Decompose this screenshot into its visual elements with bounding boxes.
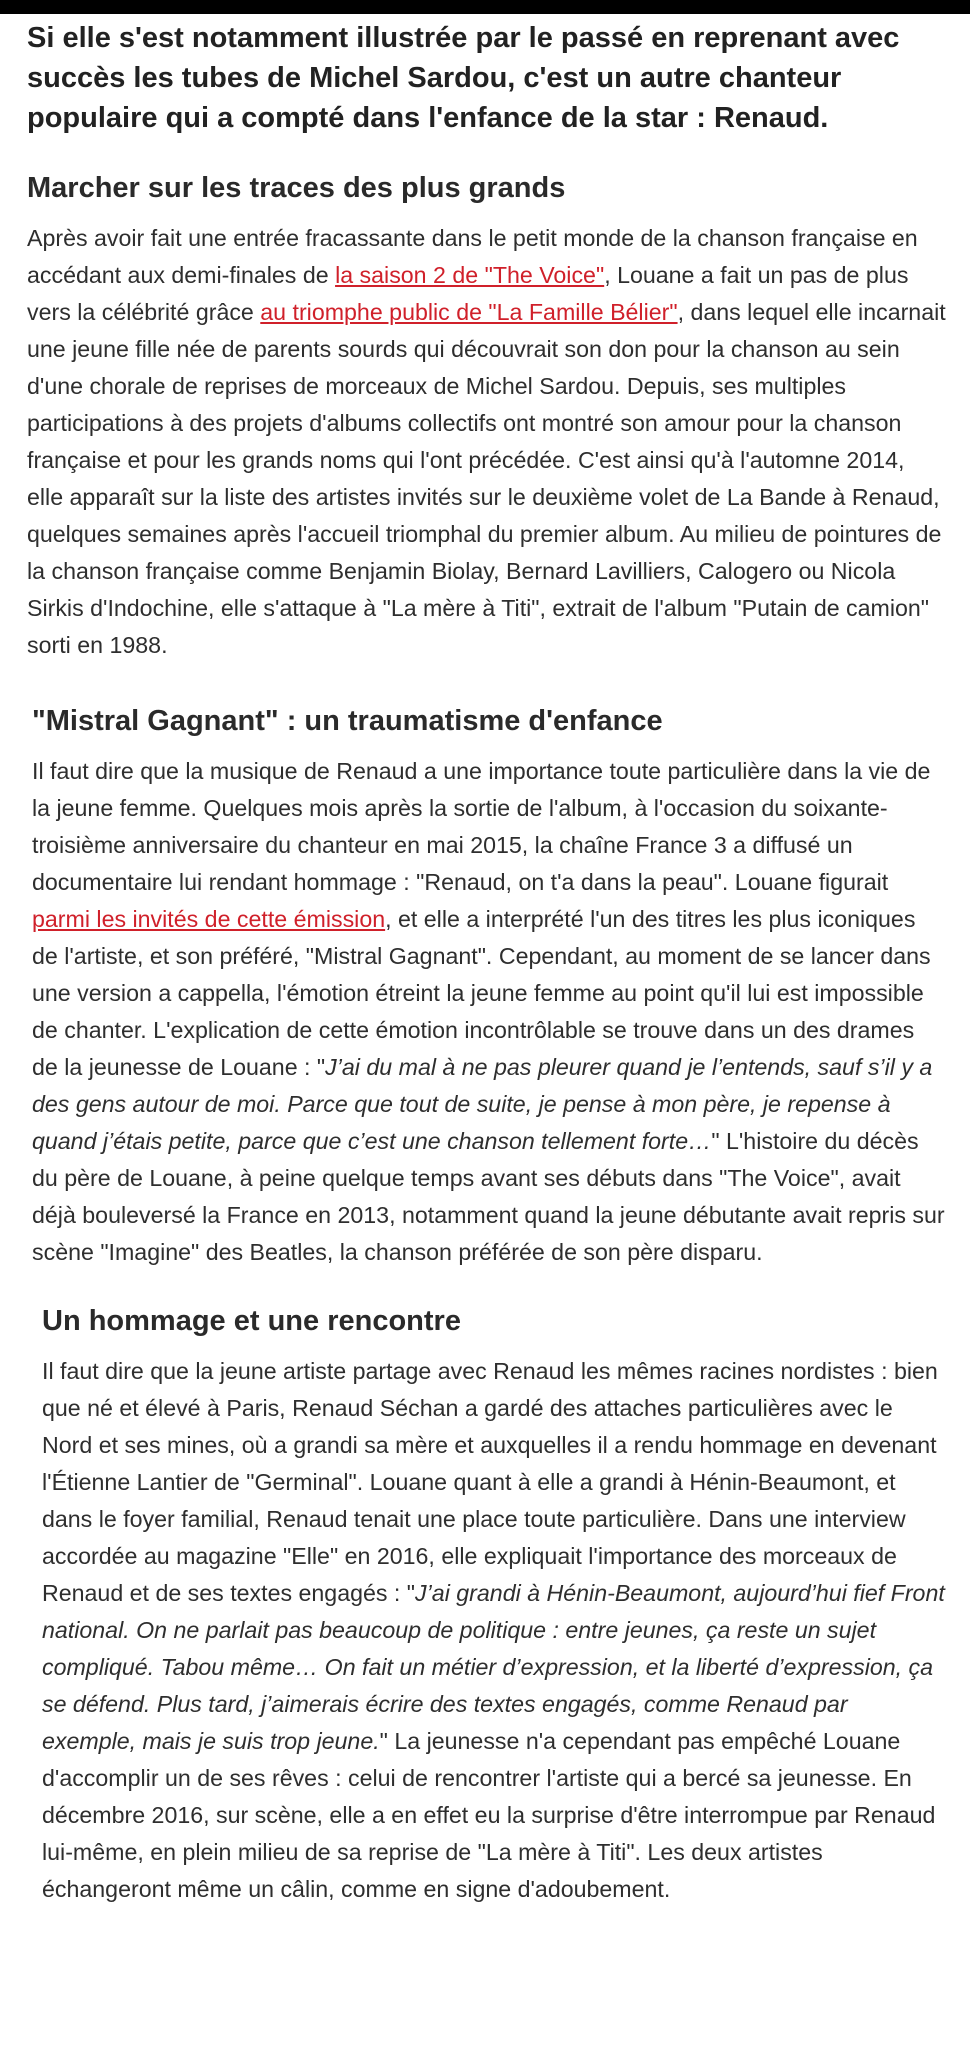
quote: J’ai grandi à Hénin-Beaumont, aujourd’hui fief Front national. On ne parlait pas beaucoup de politique : entre jeunes, ça reste un sujet compliqué. Tabou même… On fait un métier d’expression, et la liberté d’expression, ça se défend. Plus tard, j’aimerais écrire des textes engagés, comme Renaud par exemple, mais je suis trop jeune.	[42, 1580, 945, 1754]
quote: J’ai du mal à ne pas pleurer quand je l’entends, sauf s’il y a des gens autour de moi. Parce que tout de suite, je pense à mon père, je repense à quand j’étais petite, parce que c’est une chanson tellement forte…	[32, 1054, 933, 1154]
section-paragraph: Il faut dire que la jeune artiste partage avec Renaud les mêmes racines nordistes : bien que né et élevé à Paris, Renaud Séchan a gardé des attaches particulières avec le Nord et ses mines, où a grandi sa mère et auxquelles il a rendu hommage en devenant l'Étienne Lantier de "Germinal". Louane quant à elle a grandi à Hénin-Beaumont, et dans le foyer familial, Renaud tenait une place toute particulière. Dans une interview accordée au magazine "Elle" en 2016, elle expliquait l'importance des morceaux de Renaud et de ses textes engagés : "J’ai grandi à Hénin-Beaumont, aujourd’hui fief Front national. On ne parlait pas beaucoup de politique : entre jeunes, ça reste un sujet compliqué. Tabou même… On fait un métier d’expression, et la liberté d’expression, ça se défend. Plus tard, j’aimerais écrire des textes engagés, comme Renaud par exemple, mais je suis trop jeune." La jeunesse n'a cependant pas empêché Louane d'accomplir un de ses rêves : celui de rencontrer l'artiste qui a bercé sa jeunesse. En décembre 2016, sur scène, elle a en effet eu la surprise d'être interrompue par Renaud lui-même, en plein milieu de sa reprise de "La mère à Titi". Les deux artistes échangeront même un câlin, comme en signe d'adoubement.	[42, 1358, 945, 1902]
section-paragraph: Après avoir fait une entrée fracassante dans le petit monde de la chanson française en accédant aux demi-finales de la saison 2 de "The Voice", Louane a fait un pas de plus vers la célébrité grâce au triomphe public de "La Famille Bélier", dans lequel elle incarnait une jeune fille née de parents sourds qui découvrait son don pour la chanson au sein d'une chorale de reprises de morceaux de Michel Sardou. Depuis, ses multiples participations à des projets d'albums collectifs ont montré son amour pour la chanson française et pour les grands noms qui l'ont précédée. C'est ainsi qu'à l'automne 2014, elle apparaît sur la liste des artistes invités sur le deuxième volet de La Bande à Renaud, quelques semaines après l'accueil triomphal du premier album. Au milieu de pointures de la chanson française comme Benjamin Biolay, Bernard Lavilliers, Calogero ou Nicola Sirkis d'Indochine, elle s'attaque à "La mère à Titi", extrait de l'album "Putain de camion" sorti en 1988.	[27, 225, 946, 658]
link-the-voice-saison-2[interactable]: la saison 2 de "The Voice"	[335, 262, 605, 288]
section-marcher	[27, 170, 946, 664]
section-heading: Un hommage et une rencontre	[42, 1305, 461, 1337]
article	[0, 18, 970, 1908]
section-mistral-gagnant	[27, 703, 946, 1271]
section-heading: Marcher sur les traces des plus grands	[27, 172, 566, 204]
link-famille-belier[interactable]: au triomphe public de "La Famille Bélier"	[260, 299, 678, 325]
link-invites-emission[interactable]: parmi les invités de cette émission	[32, 906, 386, 932]
section-heading: "Mistral Gagnant" : un traumatisme d'enfance	[32, 705, 663, 737]
section-hommage	[27, 1303, 946, 1908]
top-bar	[0, 0, 970, 14]
section-paragraph: Il faut dire que la musique de Renaud a une importance toute particulière dans la vie de la jeune femme. Quelques mois après la sortie de l'album, à l'occasion du soixante-troisième anniversaire du chanteur en mai 2015, la chaîne France 3 a diffusé un documentaire lui rendant hommage : "Renaud, on t'a dans la peau". Louane figurait parmi les invités de cette émission, et elle a interprété l'un des titres les plus iconiques de l'artiste, et son préféré, "Mistral Gagnant". Cependant, au moment de se lancer dans une version a cappella, l'émotion étreint la jeune femme au point qu'il lui est impossible de chanter. L'explication de cette émotion incontrôlable se trouve dans un des drames de la jeunesse de Louane : "J’ai du mal à ne pas pleurer quand je l’entends, sauf s’il y a des gens autour de moi. Parce que tout de suite, je pense à mon père, je repense à quand j’étais petite, parce que c’est une chanson tellement forte…" L'histoire du décès du père de Louane, à peine quelque temps avant ses débuts dans "The Voice", avait déjà bouleversé la France en 2013, notamment quand la jeune débutante avait repris sur scène "Imagine" des Beatles, la chanson préférée de son père disparu.	[32, 758, 945, 1265]
article-lead: Si elle s'est notamment illustrée par le passé en reprenant avec succès les tubes de Michel Sardou, c'est un autre chanteur populaire qui a compté dans l'enfance de la star : Renaud.	[27, 22, 900, 134]
